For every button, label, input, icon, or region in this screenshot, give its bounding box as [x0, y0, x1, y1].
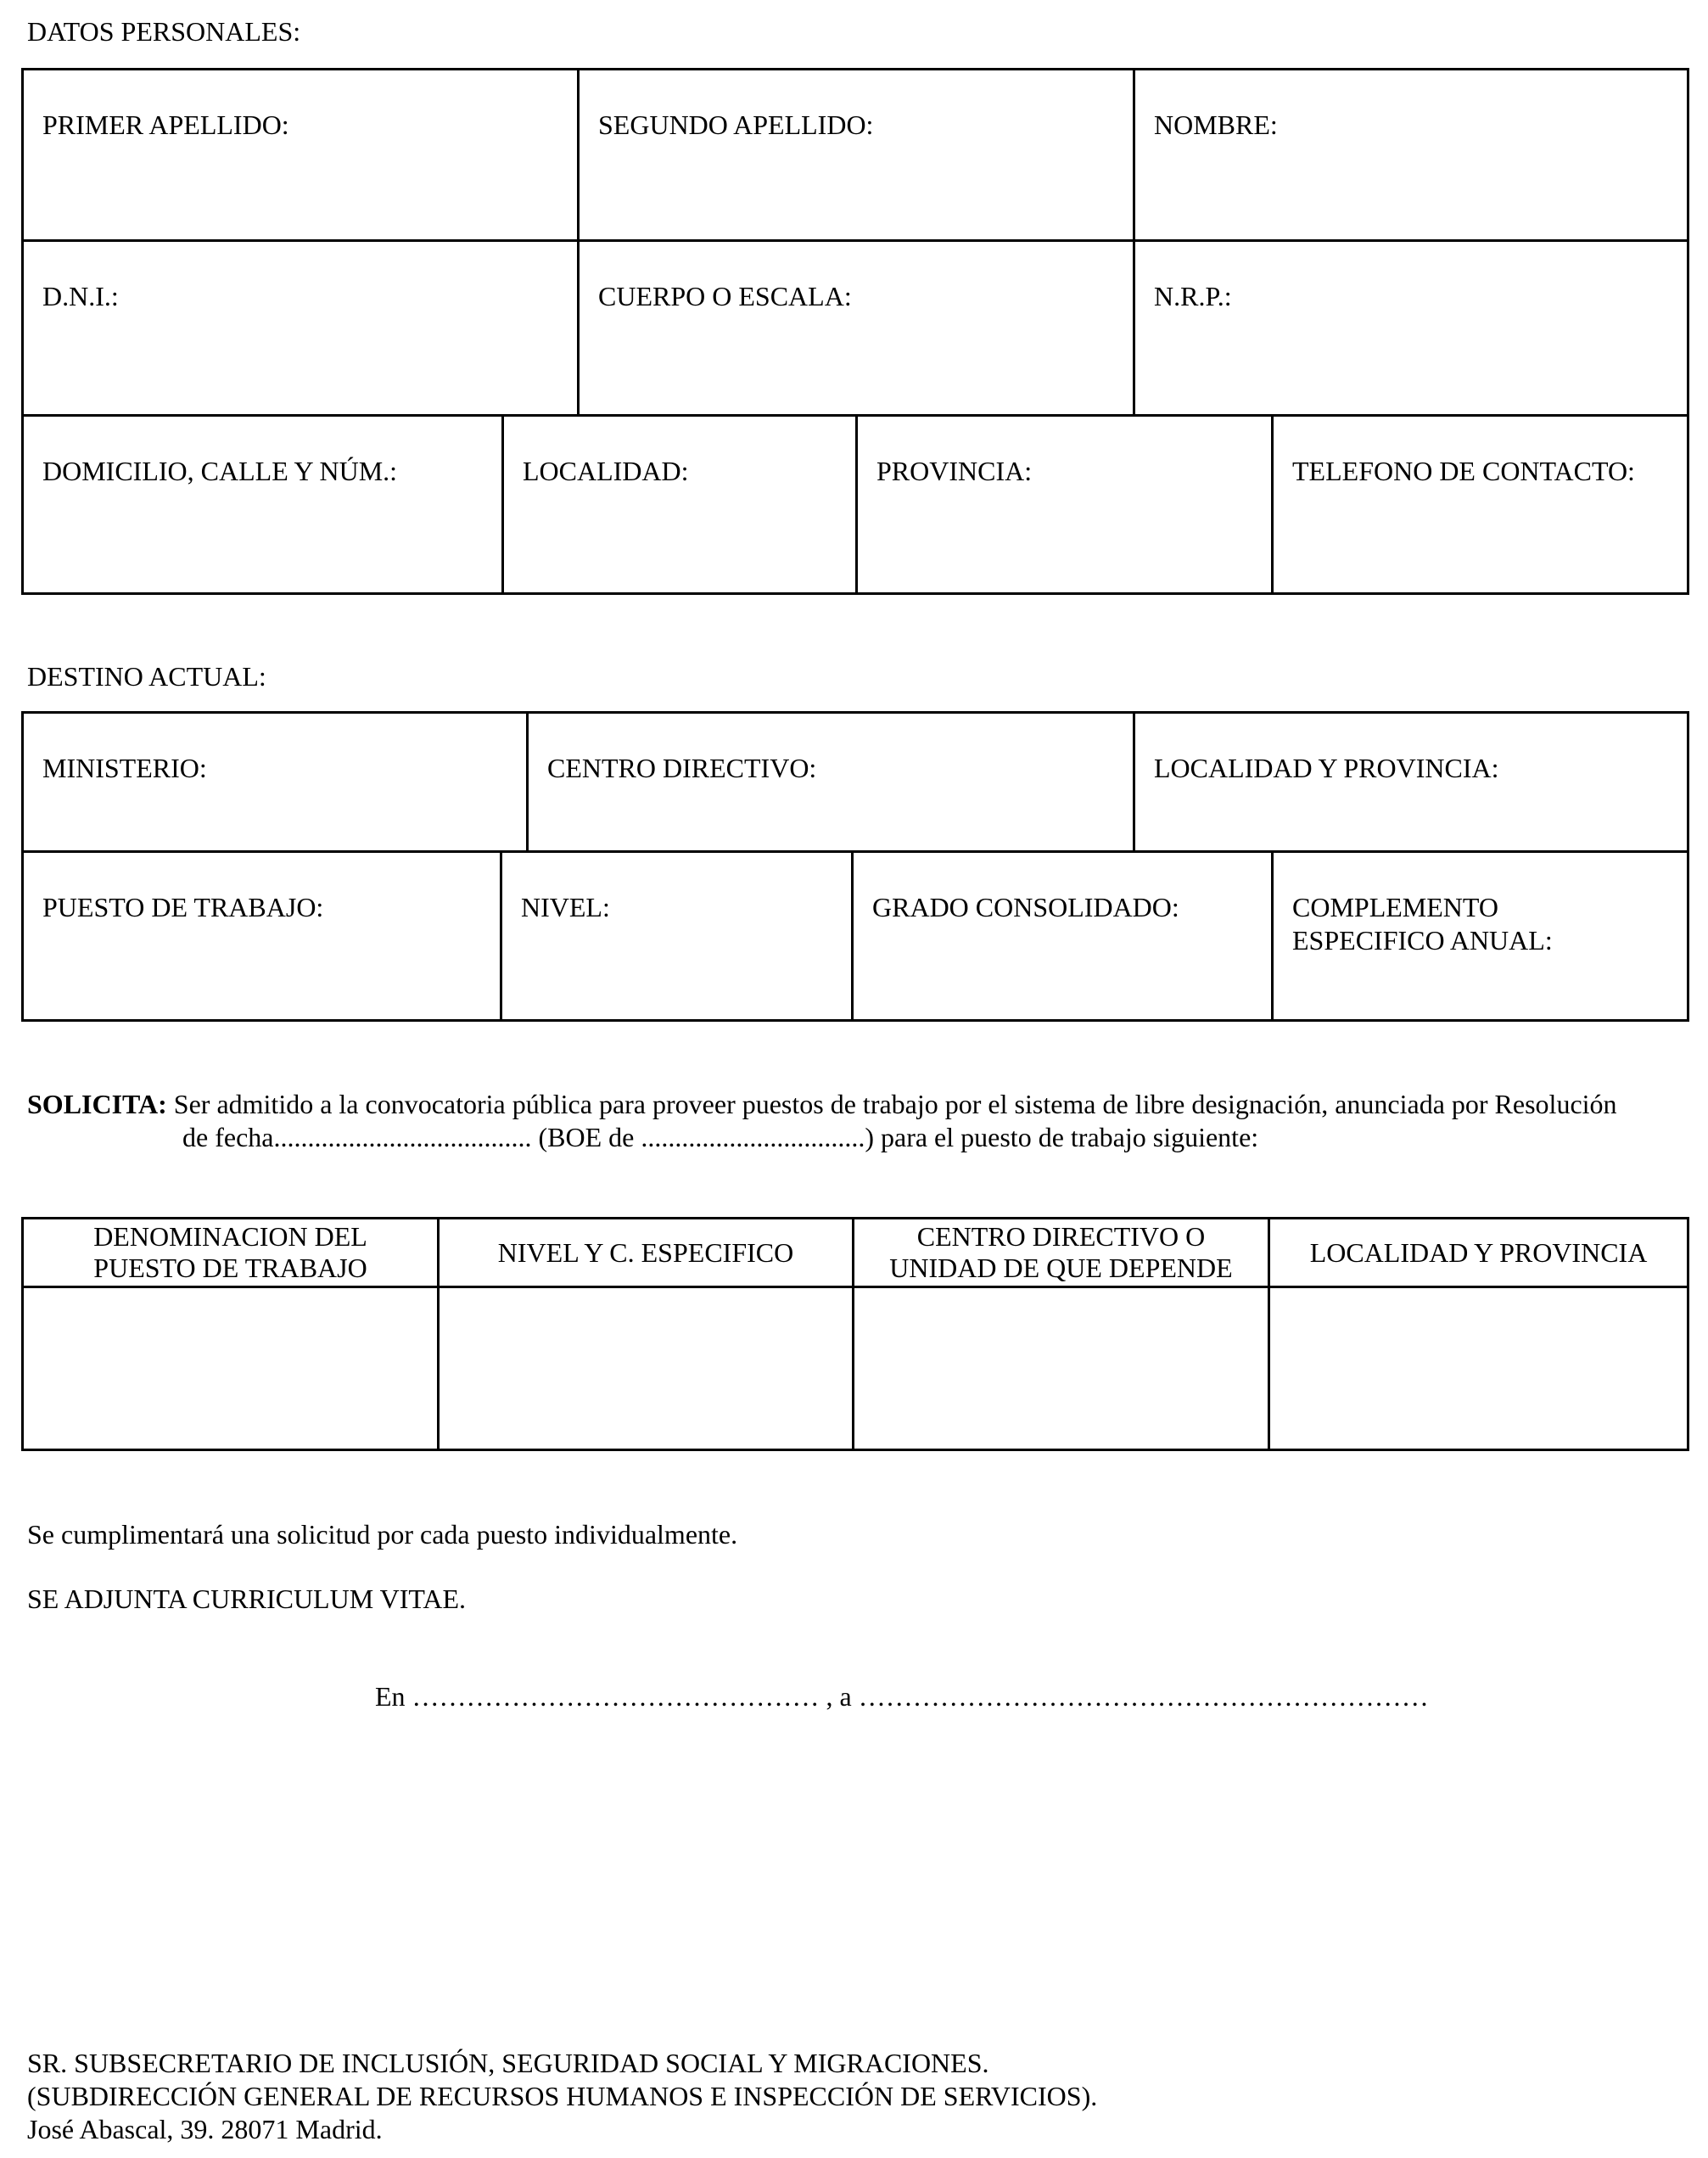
primer-apellido-field[interactable]	[24, 70, 577, 239]
ministerio-label: MINISTERIO:	[42, 753, 207, 783]
localidad-provincia-input-cell[interactable]	[1270, 1288, 1687, 1449]
cuerpo-escala-field[interactable]	[580, 242, 1133, 414]
column-header-localidad-provincia: LOCALIDAD Y PROVINCIA	[1309, 1236, 1648, 1268]
solicita-paragraph	[27, 1088, 1694, 1154]
column-header-denominacion: DENOMINACION DEL PUESTO DE TRABAJO	[93, 1221, 367, 1283]
addressee-line1: SR. SUBSECRETARIO DE INCLUSIÓN, SEGURIDAD SOCIAL Y MIGRACIONES.	[27, 2048, 989, 2078]
puesto-trabajo-label: PUESTO DE TRABAJO:	[42, 892, 324, 922]
dni-field[interactable]	[24, 242, 577, 414]
column-header-centro-directivo: CENTRO DIRECTIVO O UNIDAD DE QUE DEPENDE	[889, 1221, 1233, 1283]
provincia-field[interactable]	[858, 417, 1271, 592]
nombre-field[interactable]	[1135, 70, 1687, 239]
localidad-label: LOCALIDAD:	[523, 456, 689, 486]
curriculum-note: SE ADJUNTA CURRICULUM VITAE.	[27, 1583, 466, 1614]
nombre-label: NOMBRE:	[1154, 109, 1278, 140]
datos-personales-heading: DATOS PERSONALES:	[27, 16, 301, 47]
nivel-field[interactable]	[502, 853, 851, 1019]
grado-consolidado-label: GRADO CONSOLIDADO:	[872, 892, 1179, 922]
solicita-text-line1: Ser admitido a la convocatoria pública para proveer puestos de trabajo por el sistema de libre designación, anunciada por Resolución	[173, 1089, 1617, 1119]
centro-directivo-field[interactable]	[529, 714, 1133, 850]
localidad-provincia-label: LOCALIDAD Y PROVINCIA:	[1154, 753, 1499, 783]
nrp-field[interactable]	[1135, 242, 1687, 414]
primer-apellido-label: PRIMER APELLIDO:	[42, 109, 289, 140]
puesto-trabajo-field[interactable]	[24, 853, 500, 1019]
segundo-apellido-field[interactable]	[580, 70, 1133, 239]
solicita-label: SOLICITA:	[27, 1089, 167, 1119]
solicita-text-line2: de fecha...................................... (BOE de .................................) para el puesto de trabajo siguiente:	[182, 1122, 1259, 1152]
centro-directivo-label: CENTRO DIRECTIVO:	[547, 753, 817, 783]
grado-consolidado-field[interactable]	[854, 853, 1271, 1019]
place-date-line[interactable]: En ……………………………………… , a ………………………………………………………	[375, 1681, 1429, 1712]
ministerio-field[interactable]	[24, 714, 526, 850]
nrp-label: N.R.P.:	[1154, 281, 1232, 311]
provincia-label: PROVINCIA:	[876, 456, 1033, 486]
centro-directivo-input-cell[interactable]	[854, 1288, 1268, 1449]
dni-label: D.N.I.:	[42, 281, 119, 311]
localidad-provincia-field[interactable]	[1135, 714, 1687, 850]
nivel-input-cell[interactable]	[440, 1288, 852, 1449]
addressee-line3: José Abascal, 39. 28071 Madrid.	[27, 2114, 383, 2144]
addressee-block	[27, 2047, 1097, 2146]
nivel-label: NIVEL:	[521, 892, 610, 922]
complemento-especifico-field[interactable]	[1274, 853, 1687, 1019]
localidad-field[interactable]	[504, 417, 855, 592]
cuerpo-escala-label: CUERPO O ESCALA:	[598, 281, 852, 311]
denominacion-input-cell[interactable]	[24, 1288, 437, 1449]
complemento-especifico-label: COMPLEMENTO ESPECIFICO ANUAL:	[1292, 892, 1553, 956]
segundo-apellido-label: SEGUNDO APELLIDO:	[598, 109, 874, 140]
domicilio-label: DOMICILIO, CALLE Y NÚM.:	[42, 456, 398, 486]
puesto-solicitado-table	[21, 1217, 1689, 1451]
individual-note: Se cumplimentará una solicitud por cada puesto individualmente.	[27, 1519, 738, 1550]
column-header-nivel: NIVEL Y C. ESPECIFICO	[497, 1236, 794, 1268]
addressee-line2: (SUBDIRECCIÓN GENERAL DE RECURSOS HUMANOS E INSPECCIÓN DE SERVICIOS).	[27, 2081, 1098, 2111]
telefono-contacto-field[interactable]	[1274, 417, 1687, 592]
domicilio-field[interactable]	[24, 417, 501, 592]
datos-personales-table	[21, 68, 1689, 595]
destino-actual-heading: DESTINO ACTUAL:	[27, 661, 266, 692]
destino-actual-table	[21, 711, 1689, 1022]
telefono-contacto-label: TELEFONO DE CONTACTO:	[1292, 456, 1635, 486]
